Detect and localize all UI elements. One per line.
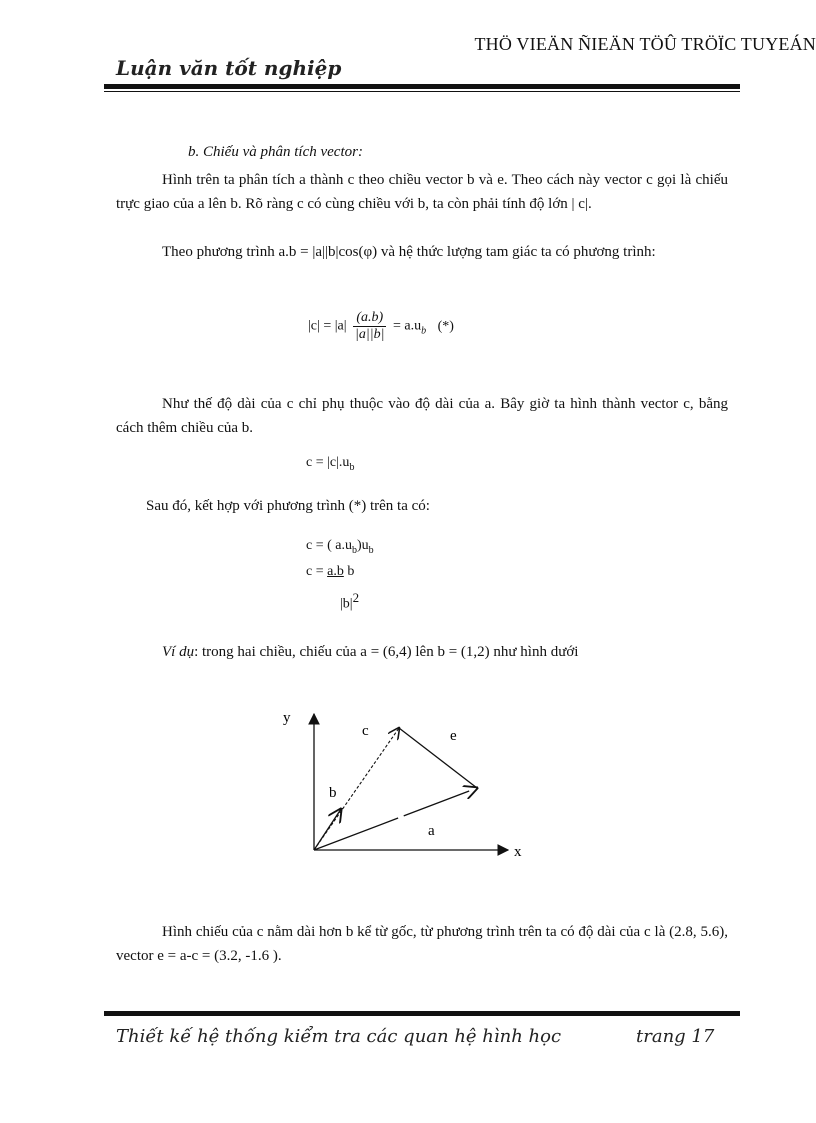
eq4-den: |b| <box>340 596 353 612</box>
paragraph-2: Theo phương trình a.b = |a||b|cos(φ) và hệ thức lượng tam giác ta có phương trình: <box>162 244 656 260</box>
label-c: c <box>362 723 369 739</box>
label-y: y <box>283 710 291 726</box>
footer-page-number: trang 17 <box>636 1026 715 1047</box>
vector-diagram <box>270 700 540 870</box>
vector-a <box>314 788 477 850</box>
eq2-text: c = |c|.u <box>306 455 350 470</box>
eq2-sub: b <box>349 461 355 473</box>
eq3-mid: )u <box>357 538 369 553</box>
label-a: a <box>428 823 435 839</box>
eq4-suffix: b <box>343 564 355 579</box>
vector-b <box>314 809 341 850</box>
eq4-numerator: a.b <box>327 564 344 579</box>
paragraph-3: Như thế độ dài của c chỉ phụ thuộc vào độ dài của a. Bây giờ ta hình thành vector c, bằng cách thêm chiều của b. <box>116 396 728 436</box>
example-label: Ví dụ <box>162 644 195 660</box>
equation-4-denominator <box>340 590 359 613</box>
equation-1 <box>308 310 454 343</box>
label-e: e <box>450 728 457 744</box>
eq3-prefix: c = ( a.u <box>306 538 352 553</box>
paragraph-1: Hình trên ta phân tích a thành c theo chiều vector b và e. Theo cách này vector c gọi là chiếu trực giao của a lên b. Rõ ràng c có cùng chiều với b, ta còn phải tính độ lớn | c|. <box>116 172 728 212</box>
label-x: x <box>514 844 522 860</box>
paragraph-5: Hình chiếu của c nằm dài hơn b kể từ gốc, từ phương trình trên ta có độ dài của c là (2.8, 5.6), vector e = a-c = (3.2, -1.6 ). <box>116 924 728 964</box>
eq1-rhs: = a.u <box>392 318 422 334</box>
equation-2 <box>306 455 354 473</box>
footer-rule <box>104 1011 740 1016</box>
footer-title: Thiết kế hệ thống kiểm tra các quan hệ hình học <box>116 1026 562 1047</box>
example-text: : trong hai chiều, chiếu của a = (6,4) lên b = (1,2) như hình dưới <box>194 644 579 660</box>
eq3-sub1: b <box>352 544 357 556</box>
paragraph-4: Sau đó, kết hợp với phương trình (*) trên ta có: <box>146 498 430 514</box>
eq3-sub2: b <box>368 544 374 556</box>
eq4-den-sup: 2 <box>352 590 360 605</box>
header-thesis-label: Luận văn tốt nghiệp <box>116 56 342 80</box>
example-paragraph <box>116 640 728 664</box>
eq1-denominator: |a||b| <box>355 327 385 342</box>
eq1-tag: (*) <box>437 318 454 334</box>
header-rule-thick <box>104 84 740 89</box>
eq4-prefix: c = <box>306 564 328 579</box>
equation-4 <box>306 564 354 580</box>
label-b: b <box>329 785 337 801</box>
eq1-numerator: (a.b) <box>356 310 384 325</box>
vector-e <box>399 728 477 788</box>
eq1-rhs-sub: b <box>421 325 427 337</box>
header-site-title: THÖ VIEÄN ÑIEÄN TÖÛ TRÖÏC TUYEÁN <box>474 34 816 54</box>
header-rule-thin <box>104 91 740 92</box>
section-title: b. Chiếu và phân tích vector: <box>188 144 363 160</box>
equation-3 <box>306 538 374 556</box>
eq1-lhs: |c| = |a| <box>308 318 347 334</box>
eq1-fraction <box>353 310 386 343</box>
